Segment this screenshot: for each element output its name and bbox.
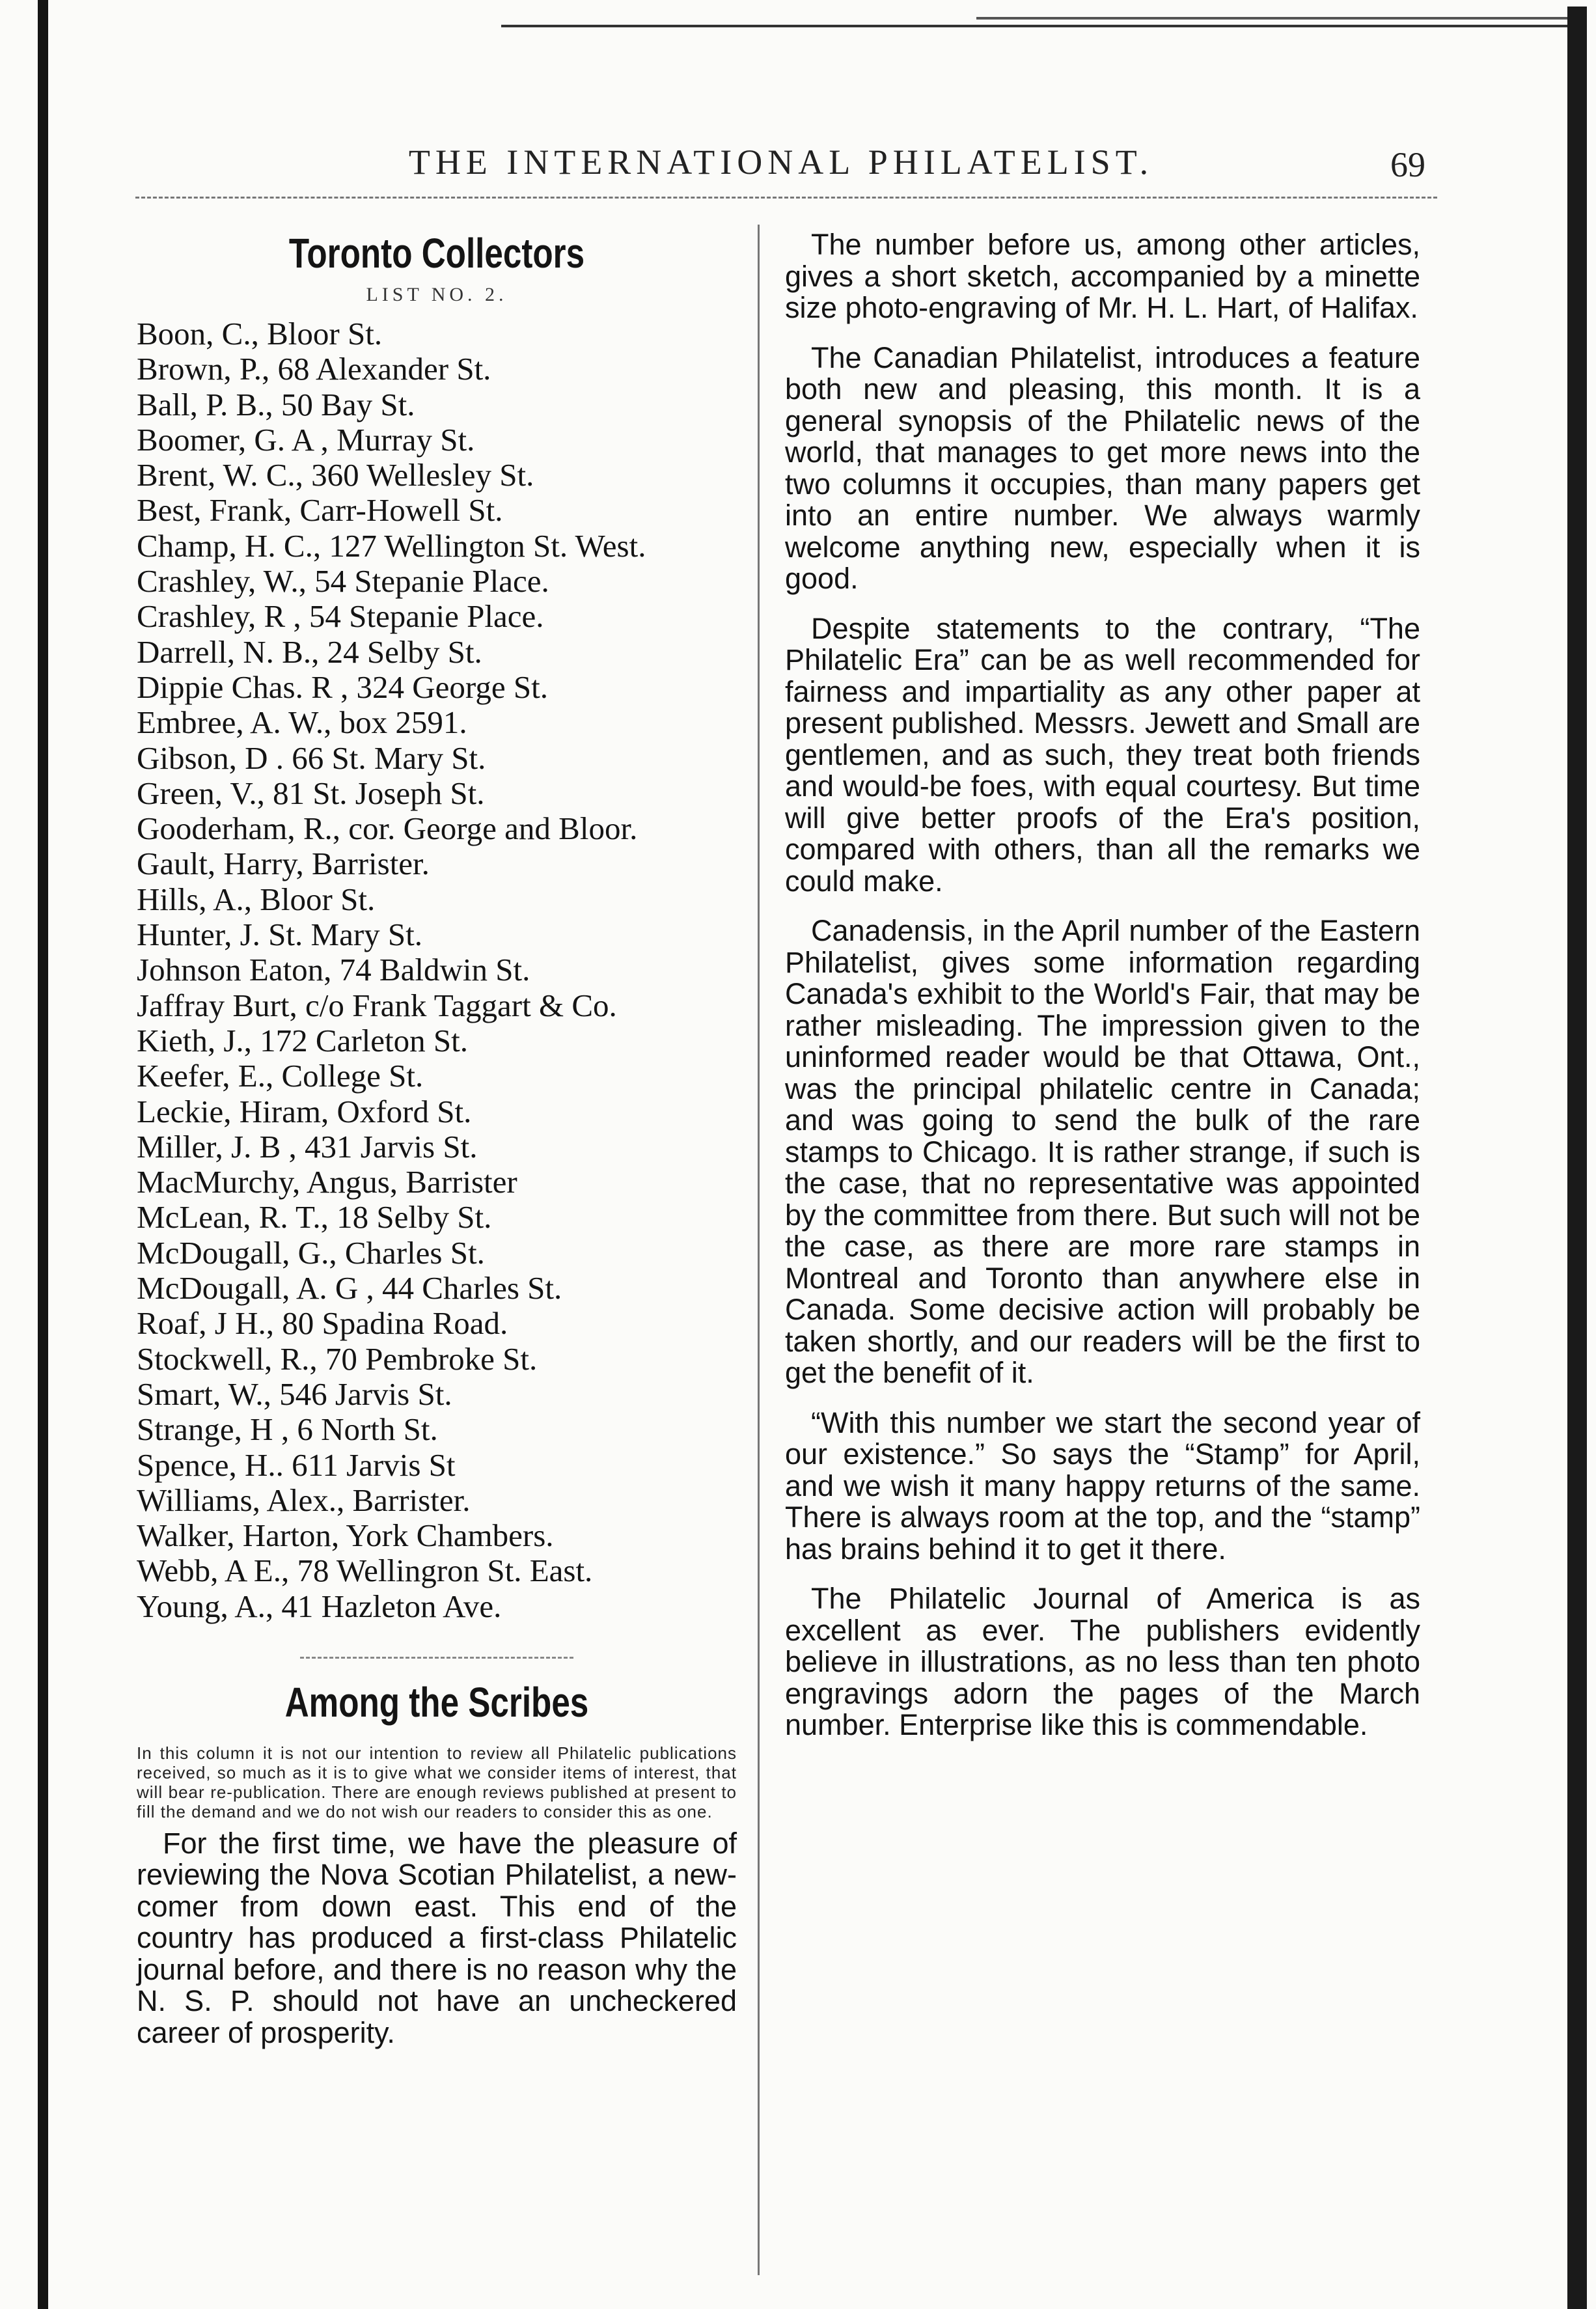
collector-entry: Boomer, G. A , Murray St. (137, 421, 475, 458)
page-number: 69 (1390, 145, 1425, 184)
collector-entry: MacMurchy, Angus, Barrister (137, 1164, 517, 1200)
column-divider (758, 225, 760, 2275)
collector-entry: Hills, A., Bloor St. (137, 881, 376, 917)
review-paragraph: The Philatelic Journal of America is as excellent as ever. The publishers evidently believe in illustrations, as no less than ten photo engravings adorn the pages of the March number. Enterprise like this is commendable. (785, 1582, 1420, 1741)
collector-entry: Crashley, R , 54 Stepanie Place. (137, 598, 544, 635)
collector-entry: Gault, Harry, Barrister. (137, 846, 430, 882)
collector-entry: Kieth, J., 172 Carleton St. (137, 1022, 469, 1058)
scan-edge-right (1567, 7, 1587, 2309)
collector-entry: Best, Frank, Carr-Howell St. (137, 492, 503, 529)
collector-entry: Brown, P., 68 Alexander St. (137, 351, 491, 387)
collectors-heading: Toronto Collectors (288, 230, 585, 277)
collector-entry: Gooderham, R., cor. George and Bloor. (137, 810, 638, 847)
collector-entry: Jaffray Burt, c/o Frank Taggart & Co. (137, 987, 617, 1023)
section-separator (300, 1657, 573, 1659)
left-column (137, 229, 737, 2049)
collector-entry: Gibson, D . 66 St. Mary St. (137, 740, 486, 776)
collector-entry: Roaf, J H., 80 Spadina Road. (137, 1305, 508, 1342)
scribes-intro: In this column it is not our intention to review all Philatelic publications received, so much as it is to give what we consider items of interest, that will bear re-publication. There are enough reviews published at present to fill the demand and we do not wish our readers to consider this as one. (137, 1743, 737, 1821)
collectors-list (137, 316, 737, 1624)
review-paragraph: “With this number we start the second year of our existence.” So says the “Stamp” for April, and we wish it many happy returns of the same. There is always room at the top, and the “stamp” has brains behind it to get it there. (785, 1405, 1420, 1566)
collector-entry: Smart, W., 546 Jarvis St. (137, 1376, 452, 1412)
collector-entry: Strange, H , 6 North St. (137, 1411, 438, 1448)
collector-entry: Brent, W. C., 360 Wellesley St. (137, 457, 534, 493)
scribes-paragraph: For the first time, we have the pleasure of reviewing the Nova Scotian Philatelist, a new-comer from down east. This end of the country has produced a first-class Philatelic journal before, and there is no reason why the N. S. P. should not have an uncheckered career of prosperity. (137, 1826, 737, 2049)
collector-entry: Webb, A E., 78 Wellingron St. East. (137, 1553, 593, 1589)
collector-entry: Stockwell, R., 70 Pembroke St. (137, 1340, 538, 1377)
collector-entry: Champ, H. C., 127 Wellington St. West. (137, 527, 646, 564)
collector-entry: Miller, J. B , 431 Jarvis St. (137, 1128, 478, 1165)
collector-entry: Hunter, J. St. Mary St. (137, 917, 423, 953)
scan-edge-left (38, 0, 48, 2309)
collector-entry: Darrell, N. B., 24 Selby St. (137, 633, 482, 670)
running-title: THE INTERNATIONAL PHILATELIST. (408, 143, 1154, 182)
right-column (785, 229, 1420, 1760)
collector-entry: Embree, A. W., box 2591. (137, 704, 467, 741)
collector-entry: McDougall, G., Charles St. (137, 1234, 485, 1271)
review-paragraph: Canadensis, in the April number of the Eastern Philatelist, gives some information regarding Canada's exhibit to the World's Fair, that may be rather misleading. The impression given to the uninformed reader would be that Ottawa, Ont., was the principal philatelic centre in Canada; and was going to send the bulk of the rare stamps to Chicago. It is rather strange, if such is the case, that no representative was appointed by the committee from there. But such will not be the case, as there are more rare stamps in Montreal and Toronto than anywhere else in Canada. Some decisive action will probably be taken shortly, and our readers will be the first to get the benefit of it. (785, 914, 1420, 1389)
scan-edge-top (976, 17, 1575, 20)
collector-entry: McLean, R. T., 18 Selby St. (137, 1199, 492, 1236)
scribes-heading: Among the Scribes (284, 1678, 589, 1726)
review-paragraph: The Canadian Philatelist, introduces a feature both new and pleasing, this month. It is a general synopsis of the Philatelic news of the world, that manages to get more news into the two columns it occupies, than many papers get into an entire number. We always warmly welcome anything new, especially when it is good. (785, 340, 1420, 595)
collector-entry: Leckie, Hiram, Oxford St. (137, 1093, 472, 1129)
collector-entry: Boon, C., Bloor St. (137, 316, 383, 352)
collector-entry: Crashley, W., 54 Stepanie Place. (137, 563, 549, 600)
collector-entry: Williams, Alex., Barrister. (137, 1482, 471, 1518)
collector-entry: Young, A., 41 Hazleton Ave. (137, 1588, 502, 1624)
top-border-rule (501, 25, 1569, 27)
collector-entry: Johnson Eaton, 74 Baldwin St. (137, 952, 530, 988)
header-divider (135, 197, 1437, 199)
collector-entry: McDougall, A. G , 44 Charles St. (137, 1270, 562, 1307)
review-paragraph: Despite statements to the contrary, “The Philatelic Era” can be as well recommended for fairness and impartiality as any other paper at present published. Messrs. Jewett and Small are gentlemen, and as such, they treat both friends and would-be foes, with equal courtesy. But time will give better proofs of the Era's position, compared with others, than all the remarks we could make. (785, 611, 1420, 898)
collectors-subheading: LIST NO. 2. (366, 284, 508, 305)
collector-entry: Keefer, E., College St. (137, 1058, 424, 1094)
collector-entry: Dippie Chas. R , 324 George St. (137, 669, 548, 705)
collector-entry: Walker, Harton, York Chambers. (137, 1517, 554, 1554)
collector-entry: Green, V., 81 St. Joseph St. (137, 775, 485, 811)
review-paragraph: The number before us, among other articles, gives a short sketch, accompanied by a minette size photo-engraving of Mr. H. L. Hart, of Halifax. (785, 228, 1420, 324)
collector-entry: Spence, H.. 611 Jarvis St (137, 1446, 456, 1483)
collector-entry: Ball, P. B., 50 Bay St. (137, 386, 415, 422)
